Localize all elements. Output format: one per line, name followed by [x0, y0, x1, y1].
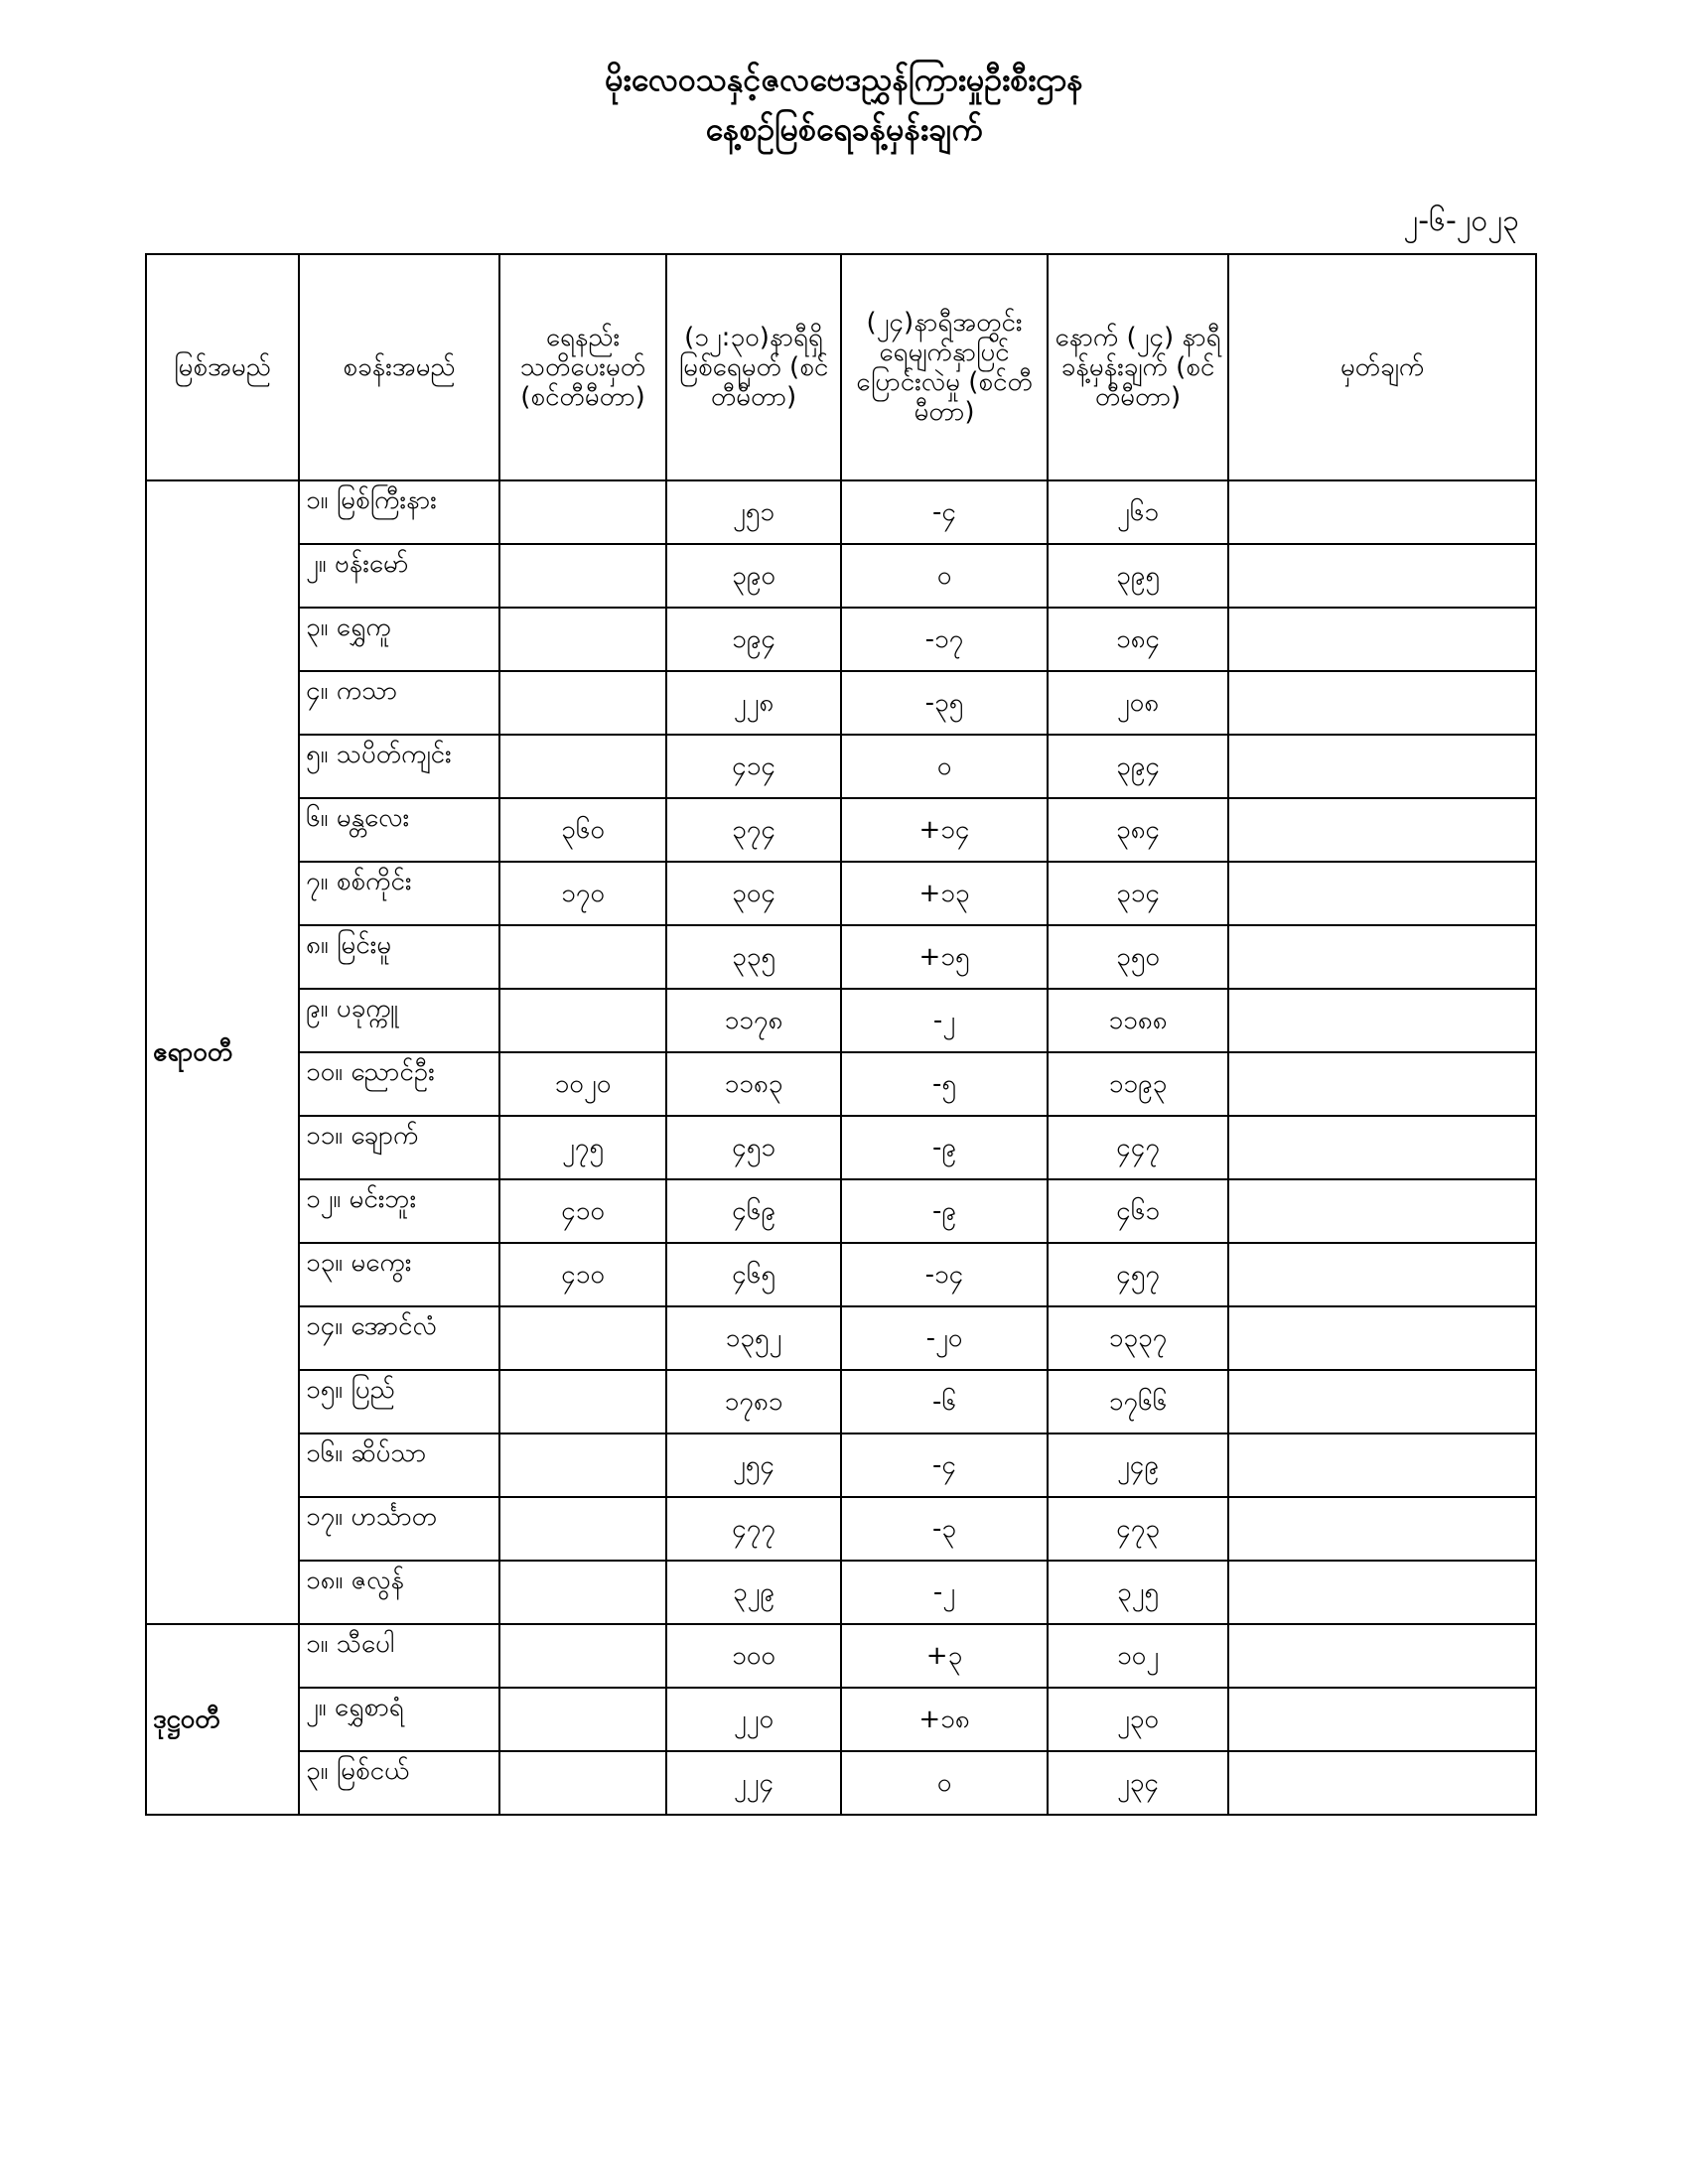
- station-cell: ၃။ မြစ်ငယ်: [299, 1751, 499, 1815]
- remarks-cell: [1228, 798, 1536, 862]
- danger-level-cell: ၄၁၀: [499, 1179, 666, 1243]
- station-cell: ၁၁။ ချောက်: [299, 1116, 499, 1179]
- change-cell: -၁၇: [841, 608, 1048, 671]
- table-row: [146, 1561, 1536, 1624]
- danger-level-cell: [499, 480, 666, 544]
- station-cell: ၃။ ရွှေကူ: [299, 608, 499, 671]
- station-cell: ၈။ မြင်းမူ: [299, 925, 499, 989]
- header-danger-level: ရေနည်း သတိပေးမှတ် (စင်တီမီတာ): [499, 254, 666, 480]
- change-cell: +၃: [841, 1624, 1048, 1688]
- station-cell: ၁၂။ မင်းဘူး: [299, 1179, 499, 1243]
- forecast-cell: ၂၆၁: [1048, 480, 1228, 544]
- change-cell: ၀: [841, 544, 1048, 608]
- danger-level-cell: ၁၇၀: [499, 862, 666, 925]
- change-cell: -၆: [841, 1370, 1048, 1433]
- forecast-cell: ၂၄၉: [1048, 1433, 1228, 1497]
- water-level-cell: ၁၃၅၂: [666, 1306, 841, 1370]
- remarks-cell: [1228, 1561, 1536, 1624]
- remarks-cell: [1228, 1306, 1536, 1370]
- remarks-cell: [1228, 480, 1536, 544]
- station-cell: ၁။ မြစ်ကြီးနား: [299, 480, 499, 544]
- danger-level-cell: [499, 544, 666, 608]
- remarks-cell: [1228, 1179, 1536, 1243]
- river-name-cell: ဒုဋ္ဌဝတီ: [146, 1624, 299, 1815]
- remarks-cell: [1228, 925, 1536, 989]
- remarks-cell: [1228, 1052, 1536, 1116]
- danger-level-cell: [499, 735, 666, 798]
- water-level-cell: ၁၁၇၈: [666, 989, 841, 1052]
- table-row: [146, 925, 1536, 989]
- danger-level-cell: [499, 1561, 666, 1624]
- water-level-cell: ၄၆၉: [666, 1179, 841, 1243]
- water-level-cell: ၃၂၉: [666, 1561, 841, 1624]
- forecast-cell: ၁၇၆၆: [1048, 1370, 1228, 1433]
- water-level-cell: ၁၇၈၁: [666, 1370, 841, 1433]
- danger-level-cell: [499, 1688, 666, 1751]
- water-level-cell: ၂၅၁: [666, 480, 841, 544]
- table-row: [146, 1497, 1536, 1561]
- station-cell: ၇။ စစ်ကိုင်း: [299, 862, 499, 925]
- table-row: [146, 798, 1536, 862]
- change-cell: -၉: [841, 1116, 1048, 1179]
- water-level-cell: ၁၀၀: [666, 1624, 841, 1688]
- forecast-cell: ၄၄၇: [1048, 1116, 1228, 1179]
- forecast-cell: ၄၅၇: [1048, 1243, 1228, 1306]
- table-row: [146, 1433, 1536, 1497]
- station-cell: ၁၅။ ပြည်: [299, 1370, 499, 1433]
- change-cell: +၁၅: [841, 925, 1048, 989]
- table-row: [146, 1370, 1536, 1433]
- water-level-cell: ၂၂၈: [666, 671, 841, 735]
- remarks-cell: [1228, 1751, 1536, 1815]
- remarks-cell: [1228, 735, 1536, 798]
- change-cell: -၉: [841, 1179, 1048, 1243]
- water-level-cell: ၃၀၄: [666, 862, 841, 925]
- danger-level-cell: [499, 925, 666, 989]
- station-cell: ၉။ ပခုက္ကူ: [299, 989, 499, 1052]
- river-forecast-table: [145, 253, 1537, 1816]
- forecast-cell: ၃၂၅: [1048, 1561, 1228, 1624]
- header-river: မြစ်အမည်: [146, 254, 299, 480]
- table-row: [146, 1179, 1536, 1243]
- station-cell: ၂။ ဗန်းမော်: [299, 544, 499, 608]
- water-level-cell: ၄၅၁: [666, 1116, 841, 1179]
- change-cell: -၅: [841, 1052, 1048, 1116]
- station-cell: ၁၀။ ညောင်ဦး: [299, 1052, 499, 1116]
- forecast-cell: ၃၁၄: [1048, 862, 1228, 925]
- header-24h-change: (၂၄)နာရီအတွင်း ရေမျက်နှာပြင် ပြောင်းလဲမှု (စင်တီမီတာ): [841, 254, 1048, 480]
- change-cell: -၂: [841, 989, 1048, 1052]
- water-level-cell: ၂၅၄: [666, 1433, 841, 1497]
- danger-level-cell: [499, 608, 666, 671]
- table-row: [146, 1243, 1536, 1306]
- table-row: [146, 480, 1536, 544]
- forecast-cell: ၁၃၃၇: [1048, 1306, 1228, 1370]
- change-cell: -၁၄: [841, 1243, 1048, 1306]
- remarks-cell: [1228, 1624, 1536, 1688]
- table-row: [146, 989, 1536, 1052]
- remarks-cell: [1228, 1370, 1536, 1433]
- remarks-cell: [1228, 544, 1536, 608]
- remarks-cell: [1228, 608, 1536, 671]
- change-cell: +၁၈: [841, 1688, 1048, 1751]
- river-name-cell: ဧရာဝတီ: [146, 480, 299, 1624]
- forecast-cell: ၁၁၈၈: [1048, 989, 1228, 1052]
- change-cell: -၄: [841, 1433, 1048, 1497]
- water-level-cell: ၃၃၅: [666, 925, 841, 989]
- forecast-cell: ၂၃၀: [1048, 1688, 1228, 1751]
- water-level-cell: ၃၉၀: [666, 544, 841, 608]
- header-station: စခန်းအမည်: [299, 254, 499, 480]
- station-cell: ၁၄။ အောင်လံ: [299, 1306, 499, 1370]
- danger-level-cell: ၄၁၀: [499, 1243, 666, 1306]
- forecast-cell: ၄၆၁: [1048, 1179, 1228, 1243]
- forecast-cell: ၃၉၄: [1048, 735, 1228, 798]
- table-row: [146, 1116, 1536, 1179]
- forecast-cell: ၁၁၉၃: [1048, 1052, 1228, 1116]
- station-cell: ၁၆။ ဆိပ်သာ: [299, 1433, 499, 1497]
- table-body: [146, 480, 1536, 1815]
- table-row: [146, 544, 1536, 608]
- water-level-cell: ၄၇၇: [666, 1497, 841, 1561]
- water-level-cell: ၄၁၄: [666, 735, 841, 798]
- water-level-cell: ၂၂၄: [666, 1751, 841, 1815]
- forecast-cell: ၂၃၄: [1048, 1751, 1228, 1815]
- forecast-cell: ၃၉၅: [1048, 544, 1228, 608]
- station-cell: ၁၈။ ဇလွန်: [299, 1561, 499, 1624]
- change-cell: -၂၀: [841, 1306, 1048, 1370]
- danger-level-cell: [499, 1751, 666, 1815]
- remarks-cell: [1228, 1116, 1536, 1179]
- document-subtitle: နေ့စဉ်မြစ်ရေခန့်မှန်းချက်: [705, 110, 983, 148]
- water-level-cell: ၄၆၅: [666, 1243, 841, 1306]
- table-row: [146, 862, 1536, 925]
- danger-level-cell: [499, 1433, 666, 1497]
- danger-level-cell: [499, 1624, 666, 1688]
- remarks-cell: [1228, 1688, 1536, 1751]
- station-cell: ၁၃။ မကွေး: [299, 1243, 499, 1306]
- header-water-level: (၁၂:၃၀)နာရီရှိ မြစ်ရေမှတ် (စင်တီမီတာ): [666, 254, 841, 480]
- table-row: [146, 735, 1536, 798]
- change-cell: -၄: [841, 480, 1048, 544]
- forecast-cell: ၄၇၃: [1048, 1497, 1228, 1561]
- station-cell: ၄။ ကသာ: [299, 671, 499, 735]
- station-cell: ၁။ သီပေါ: [299, 1624, 499, 1688]
- remarks-cell: [1228, 862, 1536, 925]
- document-date: ၂-၆-၂၀၂၃: [1403, 204, 1519, 238]
- forecast-cell: ၁၀၂: [1048, 1624, 1228, 1688]
- water-level-cell: ၁၁၈၃: [666, 1052, 841, 1116]
- change-cell: ၀: [841, 1751, 1048, 1815]
- station-cell: ၆။ မန္တလေး: [299, 798, 499, 862]
- water-level-cell: ၃၇၄: [666, 798, 841, 862]
- header-forecast: နောက် (၂၄) နာရီ ခန့်မှန်းချက် (စင်တီမီတာ): [1048, 254, 1228, 480]
- change-cell: +၁၃: [841, 862, 1048, 925]
- danger-level-cell: [499, 1497, 666, 1561]
- danger-level-cell: ၃၆၀: [499, 798, 666, 862]
- forecast-cell: ၁၈၄: [1048, 608, 1228, 671]
- water-level-cell: ၁၉၄: [666, 608, 841, 671]
- forecast-cell: ၃၈၄: [1048, 798, 1228, 862]
- danger-level-cell: ၁၀၂၀: [499, 1052, 666, 1116]
- station-cell: ၂။ ရွှေစာရံ: [299, 1688, 499, 1751]
- danger-level-cell: [499, 1306, 666, 1370]
- remarks-cell: [1228, 671, 1536, 735]
- station-cell: ၁၇။ ဟင်္သာတ: [299, 1497, 499, 1561]
- change-cell: -၃: [841, 1497, 1048, 1561]
- table-row: [146, 1306, 1536, 1370]
- table-row: [146, 1624, 1536, 1688]
- station-cell: ၅။ သပိတ်ကျင်း: [299, 735, 499, 798]
- table-row: [146, 1052, 1536, 1116]
- remarks-cell: [1228, 1497, 1536, 1561]
- change-cell: -၃၅: [841, 671, 1048, 735]
- remarks-cell: [1228, 1243, 1536, 1306]
- table-row: [146, 1751, 1536, 1815]
- table-row: [146, 608, 1536, 671]
- document-title: မိုးလေဝသနှင့်ဇလဗေဒညွှန်ကြားမှုဦးစီးဌာန: [605, 61, 1083, 98]
- change-cell: -၂: [841, 1561, 1048, 1624]
- remarks-cell: [1228, 989, 1536, 1052]
- remarks-cell: [1228, 1433, 1536, 1497]
- danger-level-cell: ၂၇၅: [499, 1116, 666, 1179]
- danger-level-cell: [499, 671, 666, 735]
- water-level-cell: ၂၂၀: [666, 1688, 841, 1751]
- danger-level-cell: [499, 989, 666, 1052]
- change-cell: ၀: [841, 735, 1048, 798]
- table-row: [146, 1688, 1536, 1751]
- table-row: [146, 671, 1536, 735]
- header-remarks: မှတ်ချက်: [1228, 254, 1536, 480]
- danger-level-cell: [499, 1370, 666, 1433]
- table-header-row: [146, 254, 1536, 480]
- forecast-cell: ၃၅၀: [1048, 925, 1228, 989]
- change-cell: +၁၄: [841, 798, 1048, 862]
- forecast-cell: ၂၀၈: [1048, 671, 1228, 735]
